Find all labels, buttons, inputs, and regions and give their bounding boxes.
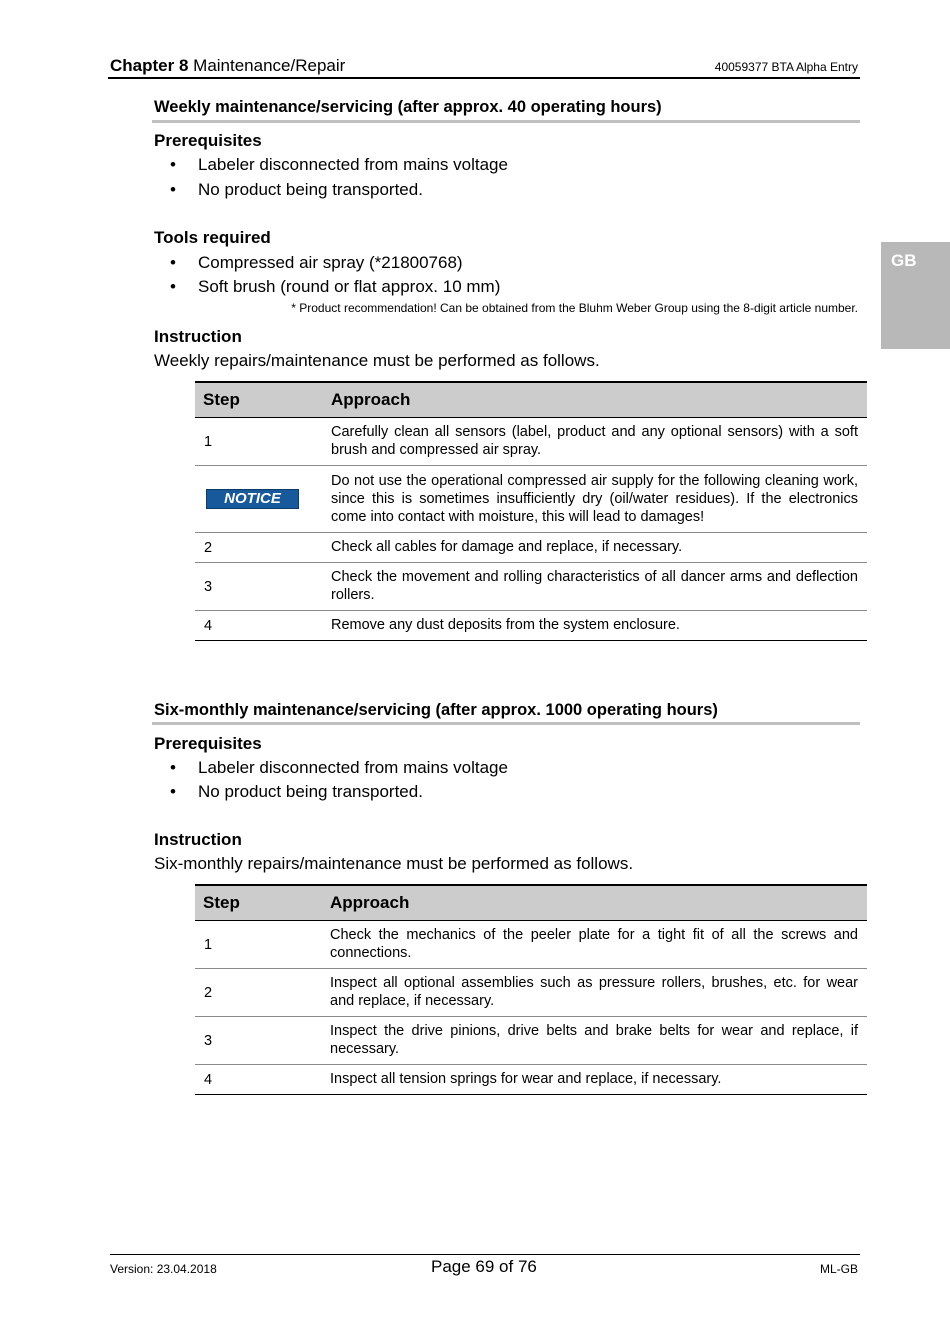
- step-number: 3: [195, 563, 331, 611]
- step-number: 3: [195, 1017, 330, 1065]
- chapter-title: Maintenance/Repair: [193, 56, 346, 75]
- six-monthly-section-divider: [152, 722, 860, 725]
- six-monthly-prerequisite-item: • Labeler disconnected from mains voltage: [170, 758, 508, 777]
- six-monthly-steps-table: [195, 884, 867, 1095]
- table-row: [195, 1017, 867, 1065]
- step-number: 4: [195, 1065, 330, 1095]
- step-approach: Remove any dust deposits from the system enclosure.: [331, 611, 867, 641]
- six-monthly-section-title: Six-monthly maintenance/servicing (after approx. 1000 operating hours): [154, 701, 718, 719]
- notice-badge: NOTICE: [206, 489, 299, 509]
- language-tab: [881, 242, 950, 349]
- notice-row: [195, 466, 867, 533]
- document-id: 40059377 BTA Alpha Entry: [714, 60, 858, 74]
- six-monthly-instruction-heading: Instruction: [154, 830, 242, 849]
- product-footnote: * Product recommendation! Can be obtained from the Bluhm Weber Group using the 8-digit article number.: [291, 301, 858, 315]
- step-approach: Inspect all tension springs for wear and replace, if necessary.: [330, 1065, 867, 1095]
- weekly-section-divider: [152, 120, 860, 123]
- step-approach: Inspect all optional assemblies such as pressure rollers, brushes, etc. for wear and replace, if necessary.: [330, 969, 867, 1017]
- table-row: [195, 1065, 867, 1095]
- step-approach: Check all cables for damage and replace, if necessary.: [331, 533, 867, 563]
- step-number: 2: [195, 969, 330, 1017]
- weekly-prerequisite-item: • Labeler disconnected from mains voltage: [170, 155, 508, 174]
- notice-text: Do not use the operational compressed air supply for the following cleaning work, since this is sometimes insufficiently dry (oil/water residues). If the electronics come into contact with moisture, this will lead to damages!: [331, 466, 867, 533]
- step-number: 4: [195, 611, 331, 641]
- step-number: 1: [195, 921, 330, 969]
- weekly-prerequisites-heading: Prerequisites: [154, 131, 262, 150]
- header-divider: [108, 77, 860, 79]
- table-row: [195, 533, 867, 563]
- weekly-instruction-heading: Instruction: [154, 327, 242, 346]
- weekly-steps-table: [195, 381, 867, 641]
- footer-divider: [110, 1254, 860, 1255]
- six-monthly-prerequisite-item: • No product being transported.: [170, 782, 423, 801]
- table-row: [195, 563, 867, 611]
- column-header-approach: Approach: [331, 382, 867, 418]
- column-header-step: Step: [195, 382, 331, 418]
- table-row: [195, 969, 867, 1017]
- step-approach: Carefully clean all sensors (label, product and any optional sensors) with a soft brush and compressed air spray.: [331, 418, 867, 466]
- version-label: Version: 23.04.2018: [110, 1262, 217, 1276]
- tools-heading: Tools required: [154, 228, 271, 247]
- weekly-section-title: Weekly maintenance/servicing (after approx. 40 operating hours): [154, 98, 662, 116]
- step-approach: Check the movement and rolling characteristics of all dancer arms and deflection rollers.: [331, 563, 867, 611]
- document-code: ML-GB: [819, 1262, 858, 1276]
- table-row: [195, 921, 867, 969]
- step-approach: Check the mechanics of the peeler plate for a tight fit of all the screws and connections.: [330, 921, 867, 969]
- weekly-instruction-text: Weekly repairs/maintenance must be performed as follows.: [154, 351, 600, 370]
- weekly-prerequisite-item: • No product being transported.: [170, 180, 423, 199]
- six-monthly-prerequisites-heading: Prerequisites: [154, 734, 262, 753]
- tool-item: • Soft brush (round or flat approx. 10 mm): [170, 277, 501, 296]
- tool-item: • Compressed air spray (*21800768): [170, 253, 463, 272]
- table-row: [195, 611, 867, 641]
- step-number: 2: [195, 533, 331, 563]
- column-header-approach: Approach: [330, 885, 867, 921]
- step-approach: Inspect the drive pinions, drive belts and brake belts for wear and replace, if necessary.: [330, 1017, 867, 1065]
- page-number: Page 69 of 76: [431, 1257, 537, 1276]
- column-header-step: Step: [195, 885, 330, 921]
- language-tab-label: GB: [891, 251, 917, 270]
- six-monthly-instruction-text: Six-monthly repairs/maintenance must be performed as follows.: [154, 854, 634, 873]
- table-row: [195, 418, 867, 466]
- chapter-label: Chapter 8: [110, 56, 189, 75]
- chapter-heading: [110, 56, 345, 76]
- table-header-row: [195, 885, 867, 921]
- step-number: 1: [195, 418, 331, 466]
- table-header-row: [195, 382, 867, 418]
